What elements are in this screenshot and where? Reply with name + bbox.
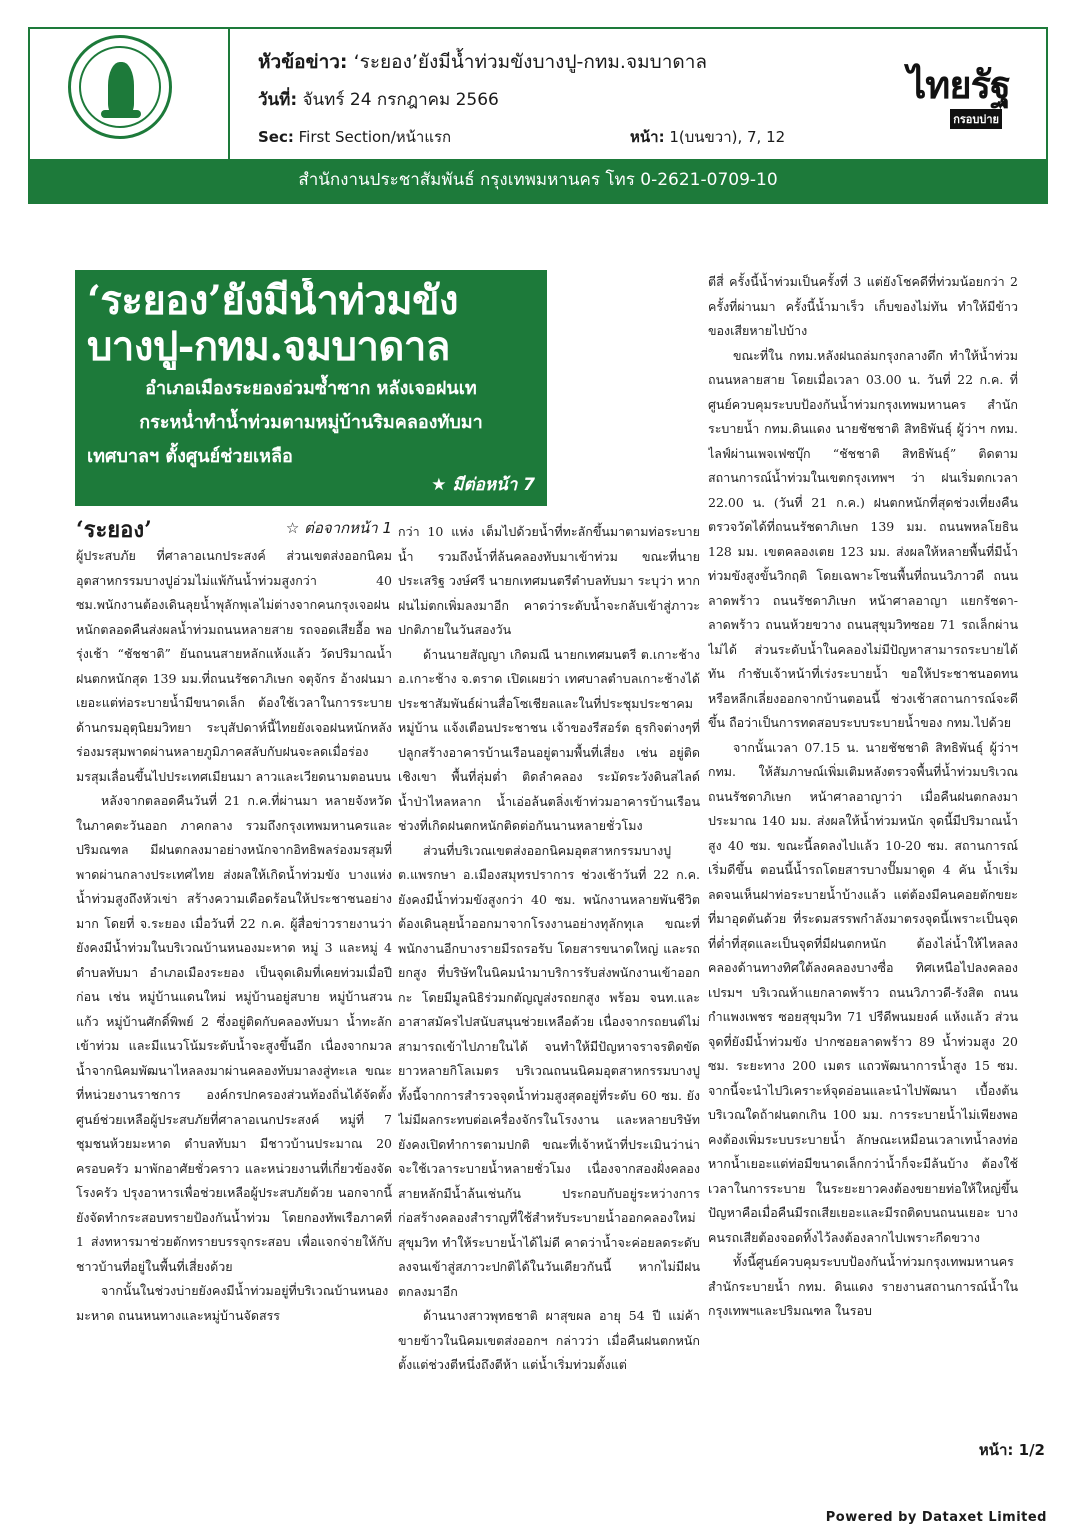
paragraph: จากนั้นเวลา 07.15 น. นายชัชชาติ สิทธิพันธุ์ ผู้ว่าฯ กทม. ให้สัมภาษณ์เพิ่มเติมหลังตรวจพื้นที่น้ำท่วมบริเวณถนนรัชดาภิเษก หน้าศาลอาญาว่า เมื่อคืนฝนตกลงมาประมาณ 140 มม. ส่งผลให้น้ำท่วมหนัก จุดนี้มีปริมาณน้ำสูง 40 ซม. ขณะนี้ลดลงไปแล้ว 10-20 ซม. สถานการณ์เริ่มดีขึ้น ตอนนี้น้ำรถโดยสารบางปั๊มมาดูด 4 คัน น้ำเริ่มลดจนเห็นฝาท่อระบายน้ำบ้างแล้ว แต่ต้องมีคนคอยตักขยะที่มาอุดตันด้วย ที่ระดมสรรพกำลังมาตรงจุดนี้เพราะเป็นจุดที่ต่ำที่สุดและเป็นจุดที่มีฝนตกหนัก ต้องไล่น้ำให้ไหลลงคลองด้านทางทิศใต้ลงคลองบางซื่อ ทิศเหนือไปลงคลองเปรมฯ บริเวณห้าแยกลาดพร้าว ถนนวิภาวดี-รังสิต ถนนกำแพงเพชร ซอยสุขุมวิท 71 ปรีดีพนมยงค์ แห้งแล้ว ส่วนจุดที่ยังมีน้ำท่วมขัง ปากซอยลาดพร้าว 89 น้ำท่วมสูง 20 ซม. ระยะทาง 200 เมตร แถวพัฒนาการน้ำสูง 15 ซม. จากนี้จะนำไปวิเคราะห์จุดอ่อนและนำไปพัฒนา เบื้องต้นบริเวณใดถ้าฝนตกเกิน 100 มม. การระบายน้ำไม่เพียงพอ คงต้องเพิ่มระบบระบายน้ำ ลักษณะเหมือนเวลาเทน้ำลงท่อ หากน้ำเยอะแต่ท่อมีขนาดเล็กกว่าน้ำก็จะมีล้นบ้าง ต้องใช้เวลาในการระบาย ในระยะยาวคงต้องขยายท่อให้ใหญ่ขึ้น ปัญหาคือเมื่อคืนมีรถเสียเยอะและมีรถติดบนถนนเยอะ บางคนรถเสียต้องจอดทิ้งไว้ลงต้องลากไปเพราะกีดขวาง — [708, 739, 1018, 1245]
paragraph: ด้านนายสัญญา เกิดมณี นายกเทศมนตรี ต.เกาะช้าง อ.เกาะช้าง จ.ตราด เปิดเผยว่า เทศบาลตำบลเกาะช้างได้ประชาสัมพันธ์ผ่านสื่อโซเชียลและในที่ประชุมประชาคมหมู่บ้าน แจ้งเตือนประชาชน เจ้าของรีสอร์ต ธุรกิจต่างๆที่ปลูกสร้างอาคารบ้านเรือนอยู่ตามพื้นที่เสี่ยง เช่น อยู่ติดเชิงเขา พื้นที่ลุ่มต่ำ ติดลำคลอง ระมัดระวังดินสไลด์ น้ำป่าไหลหลาก น้ำเอ่อล้นตลิ่งเข้าท่วมอาคารบ้านเรือน ช่วงที่เกิดฝนตกหนักติดต่อกันนานหลายชั่วโมง — [398, 646, 700, 833]
date-row — [258, 86, 499, 113]
paragraph: ผู้ประสบภัย ที่ศาลาอเนกประสงค์ ส่วนเขตส่งออกนิคมอุตสาหกรรมบางปูอ่วมไม่แพ้กันน้ำท่วมสูงกว่า 40 ซม.พนักงานต้องเดินลุยน้ำพุลักพุเลไม่ต่างจากคนกรุงเจอฝนหนักตลอดคืนส่งผลน้ำท่วมถนนหลายสาย รถจอดเสียอื้อ พอรุ่งเช้า “ชัชชาติ” ยันถนนสายหลักแห้งแล้ว วัดปริมาณน้ำฝนตกหนักสุด 139 มม.ที่ถนนรัชดาภิเษก จตุจักร อ้างฝนมาเยอะแต่ท่อระบายน้ำมีขนาดเล็ก ต้องใช้เวลาในการระบาย ด้านกรมอุตุนิยมวิทยา ระบุสัปดาห์นี้ไทยยังเจอฝนหนักหลังร่องมรสุมพาดผ่านหลายภูมิภาคสลับกับฝนจะลดเมื่อร่องมรสุมเลื่อนขึ้นไปประเทศเมียนมา ลาวและเวียดนามตอนบน — [76, 548, 392, 784]
page-ref — [630, 125, 785, 149]
thairath-logo — [890, 65, 1010, 135]
paragraph: ส่วนที่บริเวณเขตส่งออกนิคมอุตสาหกรรมบางปู ต.แพรกษา อ.เมืองสมุทรปราการ ช่วงเช้าวันที่ 22 ก.ค. ยังคงมีน้ำท่วมขังสูงกว่า 40 ซม. พนักงานหลายพันชีวิตต้องเดินลุยน้ำออกมาจากโรงงานอย่างทุลักทุเล ขณะที่พนักงานอีกบางรายมีรถรอรับ โดยสารขนาดใหญ่ และรถยกสูง ที่บริษัทในนิคมนำมาบริการรับส่งพนักงานเข้าออกกะ โดยมีมูลนิธิร่วมกตัญญูส่งรถยกสูง พร้อม จนท.และอาสาสมัครไปสนับสนุนช่วยเหลือด้วย เนื่องจากรถยนต์ไม่สามารถเข้าไปภายในได้ จนทำให้มีปัญหาจราจรติดขัดยาวหลายกิโลเมตร บริเวณถนนนิคมอุตสาหกรรมบางปู ทั้งนี้จากการสำรวจจุดน้ำท่วมสูงสุดอยู่ที่ระดับ 60 ซม. ยังไม่มีผลกระทบต่อเครื่องจักรในโรงงาน และหลายบริษัทยังคงเปิดทำการตามปกติ ขณะที่เจ้าหน้าที่ประเมินว่าน่าจะใช้เวลาระบายน้ำหลายชั่วโมง เนื่องจากสองฝั่งคลองสายหลักมีน้ำล้นเช่นกัน ประกอบกับอยู่ระหว่างการก่อสร้างคลองสำราญที่ใช้สำหรับระบายน้ำออกคลองใหม่สุขุมวิท ทำให้ระบายน้ำได้ไม่ดี คาดว่าน้ำจะค่อยลดระดับลงจนเข้าสู่สภาวะปกติได้ในวันเดียวกันนี้ หากไม่มีฝนตกลงมาอีก — [398, 842, 700, 1299]
header-divider — [228, 29, 230, 159]
logo-text: ไทยรัฐ — [907, 63, 1010, 107]
continuation-head — [76, 512, 392, 544]
paragraph: ด้านนางสาวพุทธชาติ ผาสุขผล อายุ 54 ปี แม่ค้าขายข้าวในนิคมเขตส่งออกฯ กล่าวว่า เมื่อคืนฝนตกหนักตั้งแต่ช่วงตีหนึ่งถึงตีห้า แต่น้ำเริ่มท่วมตั้งแต่ — [398, 1308, 700, 1372]
continuation-title: ‘ระยอง’ — [76, 517, 152, 543]
headline-line-2: บางปู-กทม.จมบาดาล — [87, 324, 450, 370]
clipping-header — [28, 27, 1048, 204]
paragraph: ขณะที่ใน กทม.หลังฝนถล่มกรุงกลางดึก ทำให้น้ำท่วมถนนหลายสาย โดยเมื่อเวลา 03.00 น. วันที่ 22 ก.ค. ที่ศูนย์ควบคุมระบบป้องกันน้ำท่วมกรุงเทพมหานคร สำนักระบายน้ำ กทม.ดินแดง นายชัชชาติ สิทธิพันธุ์ ผู้ว่าฯ กทม. ไลฟ์ผ่านเพจเฟซบุ๊ก “ชัชชาติ สิทธิพันธุ์” ติดตามสถานการณ์น้ำท่วมในเขตกรุงเทพฯ ว่า ฝนเริ่มตกเวลา 22.00 น. (วันที่ 21 ก.ค.) ฝนตกหนักที่สุดช่วงเที่ยงคืน ตรวจวัดได้ที่ถนนรัชดาภิเษก 139 มม. ถนนพหลโยธิน 128 มม. เขตคลองเตย 123 มม. ส่งผลให้หลายพื้นที่มีน้ำท่วมขังสูงขั้นวิกฤติ โดยเฉพาะโซนพื้นที่ถนนวิภาวดี ถนนลาดพร้าว ถนนรัชดาภิเษก หน้าศาลอาญา แยกรัชดา-ลาดพร้าว ถนนห้วยขวาง ถนนสุขุมวิทซอย 71 รถเล็กผ่านไม่ได้ ส่วนระดับน้ำในคลองไม่มีปัญหาสามารถระบายได้ทัน กำชับเจ้าหน้าที่เร่งระบายน้ำ ขอให้ประชาชนอดทน หรือหลีกเลี่ยงออกจากบ้านตอนนี้ ช่วงเช้าสถานการณ์จะดีขึ้น ถือว่าเป็นการทดสอบระบบระบายน้ำของ กทม.ไปด้วย — [708, 347, 1018, 730]
paragraph: จากนั้นในช่วงบ่ายยังคงมีน้ำท่วมอยู่ที่บริเวณบ้านหนองมะหาด ถนนหนทางและหมู่บ้านจัดสรร — [76, 1283, 389, 1323]
paragraph: หลังจากตลอดคืนวันที่ 21 ก.ค.ที่ผ่านมา หลายจังหวัดในภาคตะวันออก ภาคกลาง รวมถึงกรุงเทพมหานครและปริมณฑล มีฝนตกลงมาอย่างหนักจากอิทธิพลร่องมรสุมที่พาดผ่านกลางประเทศไทย ส่งผลให้เกิดน้ำท่วมขัง บางแห่งน้ำท่วมสูงถึงหัวเข่า สร้างความเดือดร้อนให้ประชาชนอย่างมาก โดยที่ จ.ระยอง เมื่อวันที่ 22 ก.ค. ผู้สื่อข่าวรายงานว่า ยังคงมีน้ำท่วมในบริเวณบ้านหนองมะหาด หมู่ 3 และหมู่ 4 ตำบลทับมา อำเภอเมืองระยอง เป็นจุดเดิมที่เคยท่วมเมื่อปีก่อน เช่น หมู่บ้านแดนใหม่ หมู่บ้านอยู่สบาย หมู่บ้านสวนแก้ว หมู่บ้านศักดิ์พิพย์ 2 ซึ่งอยู่ติดกับคลองทับมา น้ำทะลักเข้าท่วม และมีแนวโน้มระดับน้ำจะสูงขึ้นอีก เนื่องจากมวลน้ำจากนิคมพัฒนาไหลลงมาผ่านคลองทับมาลงสู่ทะเล ขณะที่หน่วยงานราชการ องค์กรปกครองส่วนท้องถิ่นได้จัดตั้งศูนย์ช่วยเหลือผู้ประสบภัยที่ศาลาอเนกประสงค์ หมู่ที่ 7 ชุมชนห้วยมะหาด ตำบลทับมา มีชาวบ้านประมาณ 20 ครอบครัว มาพักอาศัยชั่วคราว และหน่วยงานที่เกี่ยวข้องจัดโรงครัว ปรุงอาหารเพื่อช่วยเหลือผู้ประสบภัยด้วย นอกจากนี้ยังจัดทำกระสอบทรายป้องกันน้ำท่วม โดยกองทัพเรือภาคที่ 1 ส่งทหารมาช่วยตักทรายบรรจุกระสอบ เพื่อแจกจ่ายให้กับชาวบ้านที่อยู่ในพื้นที่เสี่ยงด้วย — [76, 793, 392, 1274]
date-value: จันทร์ 24 กรกฎาคม 2566 — [297, 90, 499, 110]
headline-label: หัวข้อข่าว: — [258, 51, 348, 73]
article-column-1 — [76, 544, 392, 1432]
bma-seal-icon — [68, 35, 172, 139]
headline-row — [258, 47, 707, 77]
headline-line-1: ‘ระยอง’ยังมีน้ำท่วมขัง — [87, 278, 459, 324]
date-label: วันที่: — [258, 90, 298, 110]
article-column-2 — [398, 520, 700, 1432]
subheadline-3: เทศบาลฯ ตั้งศูนย์ช่วยเหลือ — [87, 446, 293, 467]
sec-label: Sec: — [258, 128, 294, 146]
continued-from: ☆ ต่อจากหน้า 1 — [285, 519, 392, 537]
page-number: หน้า: 1/2 — [978, 1441, 1045, 1459]
continued-marker: ★ มีต่อหน้า 7 — [431, 475, 535, 495]
subheadline-2: กระหน่ำทำน้ำท่วมตามหมู่บ้านริมคลองทับมา — [139, 412, 483, 433]
paragraph: ทั้งนี้ศูนย์ควบคุมระบบป้องกันน้ำท่วมกรุงเทพมหานคร สำนักระบายน้ำ กทม. ดินแดง รายงานสถานการณ์น้ำในกรุงเทพฯและปริมณฑล ในรอบ — [708, 1254, 1018, 1318]
paragraph: กว่า 10 แห่ง เต็มไปด้วยน้ำที่ทะลักขึ้นมาตามท่อระบายน้ำ รวมถึงน้ำที่ล้นคลองทับมาเข้าท่วม ขณะที่นายประเสริฐ วงษ์ศรี นายกเทศมนตรีตำบลทับมา ระบุว่า หากฝนไม่ตกเพิ่มลงมาอีก คาดว่าระดับน้ำจะกลับเข้าสู่ภาวะปกติภายในวันสองวัน — [398, 524, 700, 637]
section-row — [258, 125, 451, 149]
headline-value: ‘ระยอง’ยังมีน้ำท่วมขังบางปู-กทม.จมบาดาล — [347, 51, 708, 73]
page-ref-label: หน้า: — [630, 128, 665, 146]
sec-value: First Section/หน้าแรก — [293, 128, 452, 146]
powered-by: Powered by Dataxet Limited — [825, 1510, 1047, 1525]
paragraph: ตีสี่ ครั้งนี้น้ำท่วมเป็นครั้งที่ 3 แต่ยังโชคดีที่ท่วมน้อยกว่า 2 ครั้งที่ผ่านมา ครั้งนี้น้ำมาเร็ว เก็บของไม่ทัน ทำให้มีข้าวของเสียหายไปบ้าง — [708, 274, 1018, 338]
logo-tag: กรอบบ่าย — [950, 109, 1002, 129]
headline-box — [75, 270, 547, 506]
office-bar: สำนักงานประชาสัมพันธ์ กรุงเทพมหานคร โทร 0-2621-0709-10 — [30, 159, 1046, 202]
article-column-3 — [708, 270, 1018, 1432]
page-ref-value: 1(บนขวา), 7, 12 — [664, 128, 786, 146]
subheadline-1: อำเภอเมืองระยองอ่วมซ้ำซาก หลังเจอฝนเท — [145, 378, 477, 399]
